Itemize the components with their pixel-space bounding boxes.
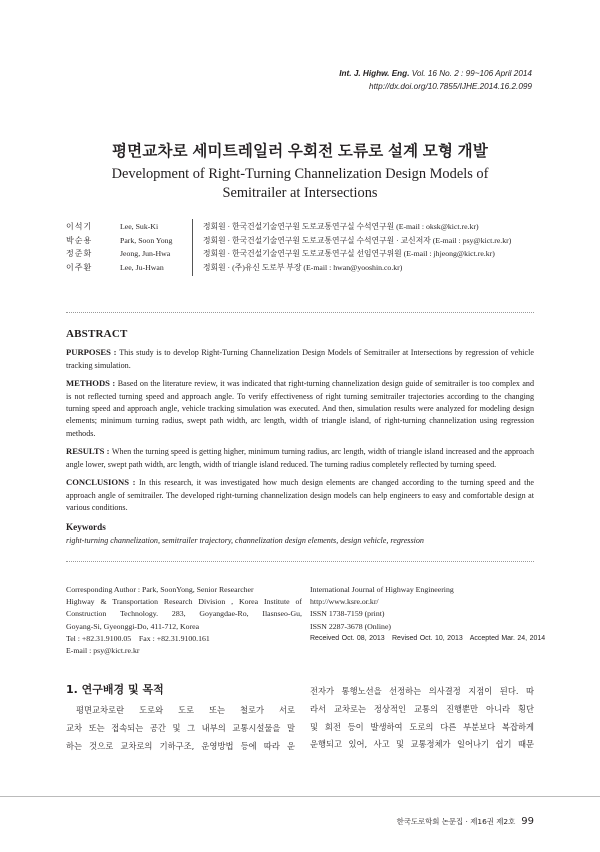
author-affiliation: 정회원 · (주)유신 도로부 부장 (E-mail : hwan@yooshin.co.kr) bbox=[203, 262, 403, 272]
corr-line: Goyang-Si, Gyeonggi-Do, 411-712, Korea bbox=[66, 621, 200, 631]
keywords-heading: Keywords bbox=[66, 522, 106, 533]
section-divider bbox=[66, 312, 534, 313]
page-number: 99 bbox=[521, 816, 534, 827]
purposes-label: PURPOSES : bbox=[66, 347, 120, 358]
journal-url[interactable]: http://www.ksre.or.kr/ bbox=[310, 597, 379, 607]
author-english-name: Park, Soon Yong bbox=[120, 235, 173, 245]
author-english-name: Lee, Ju-Hwan bbox=[120, 262, 164, 272]
author-english-name: Jeong, Jun-Hwa bbox=[120, 249, 171, 258]
corresponding-author-block bbox=[66, 584, 302, 657]
author-english-name: Lee, Suk-Ki bbox=[120, 222, 159, 231]
body-line: 라서 교차로는 정상적인 교통의 진행뿐만 아니라 횡단 bbox=[310, 703, 534, 714]
author-list bbox=[66, 220, 536, 274]
abstract-methods bbox=[66, 377, 534, 439]
submission-dates: Received Oct. 08, 2013 Revised Oct. 10, 2013 Accepted Mar. 24, 2014 bbox=[310, 634, 546, 642]
english-title bbox=[100, 165, 500, 203]
author-affiliation: 정회원 · 한국건설기술연구원 도로교통연구실 수석연구원 (E-mail : oksk@kict.re.kr) bbox=[203, 222, 479, 231]
section-divider bbox=[66, 561, 534, 562]
body-column-right bbox=[310, 683, 534, 754]
methods-text: Based on the literature review, it was indicated that right-turning channelization design guide of semitrailer is too complex and is not reflected turning speed and approach angle. To verify effectiveness of right turning semitrailer trajectories according to the changing turning speed and approach angle, vehicle tracking simulation was executed. And then, simulation results were analyzed for modeling design elements; minimum turning radius, swept path width, arc length, width of triangle island, of right-turning channelization using regression methods. bbox=[66, 379, 535, 438]
journal-abbrev: Int. J. Highw. Eng. bbox=[339, 69, 410, 78]
results-text: When the turning speed is getting higher, minimum turning radius, arc length, width of triangle island increased and the approach angle lower, swept path width, arc length, width of triangle island reduced. The turning radius completely reflected by turning speed. bbox=[66, 447, 534, 469]
results-label: RESULTS : bbox=[66, 446, 112, 457]
footer-journal-issue: 한국도로학회 논문집 · 제16권 제2호 bbox=[396, 817, 516, 826]
corr-phone-fax: Tel : +82.31.9100.05 Fax : +82.31.9100.161 bbox=[66, 633, 210, 643]
author-korean-name: 정준화 bbox=[66, 249, 93, 258]
conclusions-text: In this research, it was investigated how much design elements are changed according to the turning speed and the approach angle of semitrailer. The developed right-turning channelization design models can help engineers to easy and comfortable design at various conditions. bbox=[66, 478, 535, 513]
author-affiliation: 정회원 · 한국건설기술연구원 도로교통연구실 수석연구원 · 교신저자 (E-mail : psy@kict.re.kr) bbox=[203, 235, 512, 245]
conclusions-label: CONCLUSIONS : bbox=[66, 477, 139, 488]
abstract-conclusions bbox=[66, 476, 534, 514]
korean-title: 평면교차로 세미트레일러 우회전 도류로 설계 모형 개발 bbox=[111, 143, 489, 160]
keywords-text: right-turning channelization, semitrailer trajectory, channelization design elements, design vehicle, regression bbox=[66, 535, 424, 545]
corr-line: Highway & Transportation Research Division , Korea Institute of bbox=[66, 597, 302, 607]
journal-name: International Journal of Highway Engineering bbox=[310, 585, 454, 594]
body-line: 및 회전 등이 발생하여 도로의 다른 부분보다 복잡하게 bbox=[310, 721, 534, 732]
methods-label: METHODS : bbox=[66, 378, 118, 389]
body-column-left bbox=[66, 702, 295, 755]
section-heading: 1. 연구배경 및 목적 bbox=[66, 683, 164, 696]
body-line: 전자가 통행노선을 선정하는 의사결정 지점이 된다. 따 bbox=[310, 686, 534, 696]
abstract-results bbox=[66, 445, 534, 471]
english-title-line-1: Development of Right-Turning Channelization Design Models of bbox=[111, 166, 489, 182]
purposes-text: This study is to develop Right-Turning Channelization Design Models of Semitrailer at Intersections by regression of vehicle tracking simulation. bbox=[66, 348, 534, 370]
corr-line: Construction Technology. 283, Goyangdae-Ro, Ilasnseo-Gu, bbox=[66, 609, 302, 619]
abstract-section bbox=[66, 328, 534, 547]
body-line: 교차 또는 접속되는 공간 및 그 내부의 교통시설물을 말 bbox=[66, 722, 295, 733]
body-line: 운행되고 있어, 사고 및 교통정체가 일어나기 쉽기 때문 bbox=[310, 739, 534, 750]
doi-link[interactable]: http://dx.doi.org/10.7855/IJHE.2014.16.2.099 bbox=[369, 81, 532, 91]
publication-info-block bbox=[310, 584, 546, 645]
author-row bbox=[66, 247, 536, 261]
footer-rule bbox=[0, 796, 600, 797]
author-korean-name: 박순용 bbox=[66, 235, 93, 245]
author-korean-name: 이석기 bbox=[66, 222, 93, 231]
issn-print: ISSN 1738-7159 (print) bbox=[310, 609, 385, 619]
author-row bbox=[66, 234, 536, 248]
body-line: 하는 것으로 교차로의 기하구조, 운영방법 등에 따라 운 bbox=[66, 740, 295, 751]
page-footer bbox=[397, 816, 534, 827]
author-row bbox=[66, 220, 536, 234]
body-line: 평면교차로란 도로와 도로 또는 철로가 서로 bbox=[76, 705, 295, 715]
issn-online: ISSN 2287-3678 (Online) bbox=[310, 621, 391, 631]
author-affiliation: 정회원 · 한국건설기술연구원 도로교통연구실 선임연구위원 (E-mail : jhjeong@kict.re.kr) bbox=[203, 249, 495, 258]
corr-email[interactable]: E-mail : psy@kict.re.kr bbox=[66, 646, 140, 656]
abstract-purposes bbox=[66, 346, 534, 372]
journal-volume: Vol. 16 No. 2 : 99~106 April 2014 bbox=[409, 69, 532, 78]
corr-line: Corresponding Author : Park, SoonYong, Senior Researcher bbox=[66, 585, 254, 594]
author-korean-name: 이주환 bbox=[66, 262, 93, 272]
english-title-line-2: Semitrailer at Intersections bbox=[222, 185, 378, 201]
journal-reference bbox=[339, 68, 532, 93]
abstract-heading: ABSTRACT bbox=[66, 328, 128, 340]
author-row bbox=[66, 261, 536, 275]
